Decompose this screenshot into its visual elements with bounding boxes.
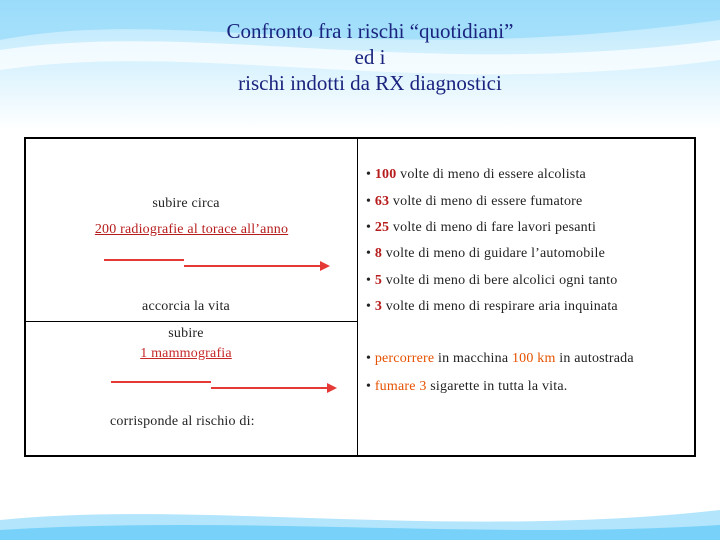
subire-label: subire xyxy=(168,326,204,341)
risk-factor-number: 25 xyxy=(374,220,390,235)
risk-text: volte di meno di respirare aria inquinata xyxy=(382,299,618,314)
subire-circa-label: subire circa xyxy=(152,196,220,211)
risk-text: sigarette in tutta la vita. xyxy=(426,379,568,394)
risk-accent-text: fumare 3 xyxy=(374,379,427,394)
risk-factor-number: 8 xyxy=(374,246,383,261)
list-item: • 63 volte di meno di essere fumatore xyxy=(366,194,583,209)
list-item: • 25 volte di meno di fare lavori pesanti xyxy=(366,220,597,235)
risk-text: volte di meno di essere fumatore xyxy=(389,194,583,209)
list-item: • 5 volte di meno di bere alcolici ogni tanto xyxy=(366,273,618,288)
red-arrow-icon xyxy=(104,257,332,271)
risk-factor-number: 100 xyxy=(374,167,397,182)
title-line-2: ed i xyxy=(354,45,386,69)
risk-text: volte di meno di fare lavori pesanti xyxy=(389,220,597,235)
list-item: • 8 volte di meno di guidare l’automobile xyxy=(366,246,606,261)
accorcia-vita-label: accorcia la vita xyxy=(142,299,230,314)
risk-accent-text: percorrere xyxy=(374,351,435,366)
slide-title xyxy=(0,18,720,96)
risk-factor-number: 5 xyxy=(374,273,383,288)
risk-accent-text: 100 km xyxy=(511,351,556,366)
list-item: • 100 volte di meno di essere alcolista xyxy=(366,167,586,182)
decorative-bottom-band xyxy=(0,500,720,540)
risk-factor-number: 3 xyxy=(374,299,383,314)
comparison-table xyxy=(24,137,696,457)
risk-text: in autostrada xyxy=(555,351,634,366)
list-item: • percorrere in macchina 100 km in autostrada xyxy=(366,351,634,366)
corrisponde-rischio-label: corrisponde al rischio di: xyxy=(110,414,255,429)
list-item: • 3 volte di meno di respirare aria inquinata xyxy=(366,299,618,314)
risk-text: volte di meno di bere alcolici ogni tanto xyxy=(382,273,618,288)
title-line-3: rischi indotti da RX diagnostici xyxy=(238,71,502,95)
risk-text: volte di meno di essere alcolista xyxy=(396,167,586,182)
list-item: • fumare 3 sigarette in tutta la vita. xyxy=(366,379,568,394)
risk-factor-number: 63 xyxy=(374,194,390,209)
risk-text: volte di meno di guidare l’automobile xyxy=(382,246,606,261)
title-line-1: Confronto fra i rischi “quotidiani” xyxy=(226,19,514,43)
table-horizontal-divider xyxy=(26,321,357,322)
mammografia-label: 1 mammografia xyxy=(140,346,232,361)
red-arrow-icon xyxy=(111,379,339,393)
risk-text: in macchina xyxy=(434,351,512,366)
radiografie-label: 200 radiografie al torace all’anno xyxy=(94,222,289,237)
table-vertical-divider xyxy=(357,139,358,455)
